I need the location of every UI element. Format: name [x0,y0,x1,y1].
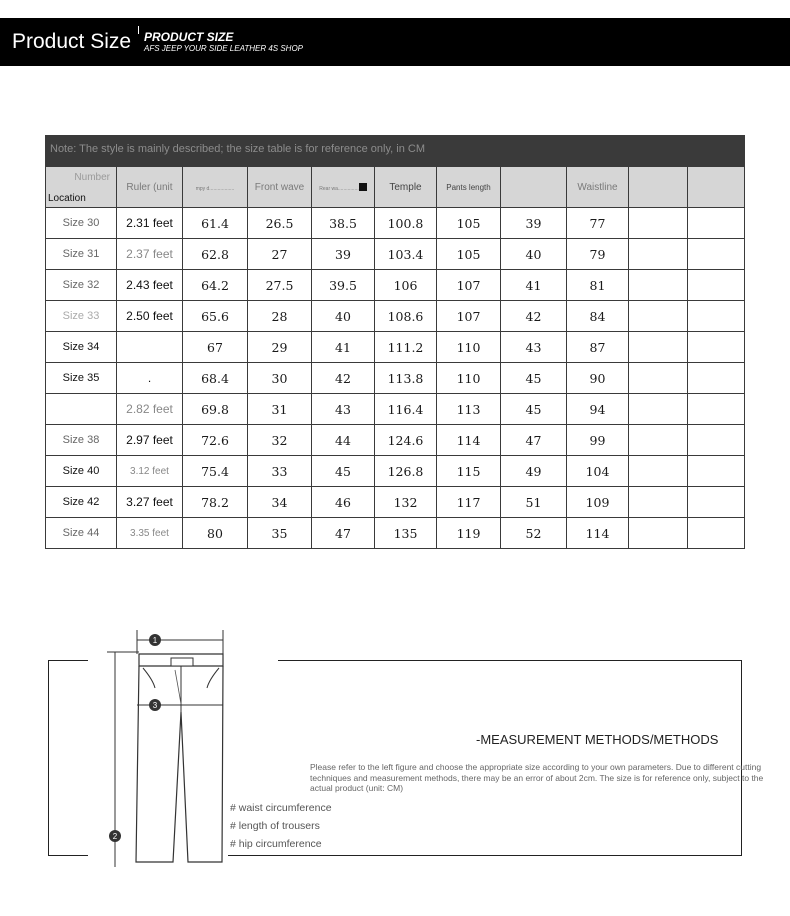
size-label-cell: Size 33 [46,301,117,332]
measure-cell: 26.5 [248,208,312,239]
measure-cell: 105 [437,239,501,270]
ruler-cell: 2.43 feet [117,270,183,301]
empty-cell [629,208,688,239]
measure-cell: 90 [567,363,629,394]
measure-cell: 110 [437,363,501,394]
measure-cell: 30 [248,363,312,394]
ink-smudge [359,183,367,191]
measure-cell: 78.2 [183,487,248,518]
measure-cell: 49 [501,456,567,487]
measure-cell: 42 [312,363,375,394]
empty-cell [629,518,688,549]
measure-cell: 65.6 [183,301,248,332]
measure-cell: 113 [437,394,501,425]
ruler-cell: 2.50 feet [117,301,183,332]
marker-1 [149,634,161,646]
measure-cell: 46 [312,487,375,518]
svg-text:1: 1 [152,636,158,645]
empty-cell [688,456,745,487]
measure-cell: 62.8 [183,239,248,270]
empty-cell [688,518,745,549]
title-divider [138,26,139,34]
svg-text:3: 3 [152,701,158,710]
header-number-location [46,167,117,208]
measure-cell: 45 [312,456,375,487]
measure-cell: 47 [501,425,567,456]
measure-cell: 69.8 [183,394,248,425]
empty-cell [629,487,688,518]
buckle [171,658,193,666]
measure-cell: 41 [501,270,567,301]
measure-cell: 81 [567,270,629,301]
measure-cell: 87 [567,332,629,363]
measure-cell: 100.8 [375,208,437,239]
ruler-cell: 2.82 feet [117,394,183,425]
measure-cell: 35 [248,518,312,549]
measure-cell: 94 [567,394,629,425]
empty-cell [688,208,745,239]
legend-hip: # hip circumference [230,838,322,850]
measure-cell: 84 [567,301,629,332]
size-label-cell: Size 34 [46,332,117,363]
size-table [45,166,745,549]
measure-cell: 45 [501,394,567,425]
measure-cell: 43 [501,332,567,363]
table-row [46,456,745,487]
measure-cell: 27 [248,239,312,270]
measure-cell: 114 [567,518,629,549]
ruler-cell: . [117,363,183,394]
header-col3: mpy d.................. [183,167,248,208]
table-row [46,208,745,239]
pants-diagram [95,622,235,872]
measure-cell: 104 [567,456,629,487]
measure-cell: 34 [248,487,312,518]
legend-waist: # waist circumference [230,802,332,814]
measure-cell: 33 [248,456,312,487]
header-col5: Rear wa............... [312,167,375,208]
header-banner [0,18,790,66]
measure-cell: 107 [437,270,501,301]
measure-cell: 44 [312,425,375,456]
page-title: Product Size [12,30,132,53]
header-ruler: Ruler (unit [117,167,183,208]
empty-cell [688,394,745,425]
table-row [46,363,745,394]
measure-cell: 109 [567,487,629,518]
measure-cell: 106 [375,270,437,301]
size-label-cell: Size 30 [46,208,117,239]
measure-cell: 75.4 [183,456,248,487]
table-row [46,518,745,549]
measure-cell: 68.4 [183,363,248,394]
empty-cell [629,270,688,301]
ruler-cell: 3.35 feet [117,518,183,549]
header-front-wave: Front wave [248,167,312,208]
measure-cell: 39 [312,239,375,270]
ruler-cell: 2.97 feet [117,425,183,456]
measure-cell: 38.5 [312,208,375,239]
header-temple: Temple [375,167,437,208]
measure-cell: 99 [567,425,629,456]
header-number: Number [74,172,110,183]
size-label-cell: Size 42 [46,487,117,518]
measure-cell: 45 [501,363,567,394]
empty-cell [629,332,688,363]
measure-cell: 132 [375,487,437,518]
empty-cell [688,270,745,301]
empty-cell [688,487,745,518]
measurement-description: Please refer to the left figure and choose the appropriate size according to your own parameters. Due to different cutting techniques and measurement methods, there may be an error of about 2cm. The size is for reference only, subject to the actual product (unit: CM) [310,762,764,793]
shop-tagline: AFS JEEP YOUR SIDE LEATHER 4S SHOP [144,44,304,53]
table-row [46,425,745,456]
ruler-cell [117,332,183,363]
measure-cell: 40 [312,301,375,332]
measure-cell: 126.8 [375,456,437,487]
measure-cell: 41 [312,332,375,363]
measure-cell: 114 [437,425,501,456]
size-label-cell: Size 44 [46,518,117,549]
measure-cell: 115 [437,456,501,487]
size-label-cell: Size 32 [46,270,117,301]
measure-cell: 116.4 [375,394,437,425]
ruler-cell: 2.31 feet [117,208,183,239]
ruler-cell: 3.12 feet [117,456,183,487]
measure-cell: 110 [437,332,501,363]
empty-cell [629,363,688,394]
header-location: Location [48,193,86,204]
measure-cell: 105 [437,208,501,239]
marker-2 [109,830,121,842]
size-label-cell: Size 40 [46,456,117,487]
header-pants-length: Pants length [437,167,501,208]
measure-cell: 135 [375,518,437,549]
table-row [46,270,745,301]
marker-3 [149,699,161,711]
measure-cell: 40 [501,239,567,270]
measure-cell: 42 [501,301,567,332]
ruler-cell: 3.27 feet [117,487,183,518]
table-header-row [46,167,745,208]
measure-cell: 113.8 [375,363,437,394]
measure-cell: 108.6 [375,301,437,332]
measure-cell: 77 [567,208,629,239]
measure-cell: 103.4 [375,239,437,270]
measure-cell: 119 [437,518,501,549]
empty-cell [688,239,745,270]
size-label-cell: Size 31 [46,239,117,270]
measure-cell: 29 [248,332,312,363]
measure-cell: 47 [312,518,375,549]
empty-cell [629,425,688,456]
empty-cell [688,332,745,363]
empty-cell [688,425,745,456]
measure-cell: 31 [248,394,312,425]
legend-length: # length of trousers [230,820,320,832]
size-label-cell: Size 38 [46,425,117,456]
empty-cell [629,456,688,487]
measurement-methods-title: -MEASUREMENT METHODS/METHODS [476,732,719,747]
measure-cell: 67 [183,332,248,363]
header-col10 [629,167,688,208]
measure-cell: 52 [501,518,567,549]
measure-cell: 64.2 [183,270,248,301]
measure-cell: 117 [437,487,501,518]
measure-cell: 39.5 [312,270,375,301]
measure-cell: 79 [567,239,629,270]
measure-cell: 27.5 [248,270,312,301]
measure-cell: 72.6 [183,425,248,456]
measure-cell: 28 [248,301,312,332]
measure-cell: 51 [501,487,567,518]
measure-cell: 111.2 [375,332,437,363]
table-row [46,301,745,332]
table-row [46,394,745,425]
size-table-note: Note: The style is mainly described; the size table is for reference only, in CM [45,135,745,166]
empty-cell [629,239,688,270]
measure-cell: 124.6 [375,425,437,456]
measure-cell: 43 [312,394,375,425]
table-row [46,239,745,270]
measure-cell: 80 [183,518,248,549]
header-col8 [501,167,567,208]
empty-cell [629,394,688,425]
empty-cell [688,363,745,394]
measure-cell: 32 [248,425,312,456]
size-table-body [46,208,745,549]
measure-cell: 107 [437,301,501,332]
svg-text:2: 2 [112,832,118,841]
size-label-cell [46,394,117,425]
size-label-cell: Size 35 [46,363,117,394]
table-row [46,332,745,363]
empty-cell [629,301,688,332]
page-subtitle: PRODUCT SIZE [144,30,234,44]
header-col11 [688,167,745,208]
header-waistline: Waistline [567,167,629,208]
measure-cell: 39 [501,208,567,239]
measure-cell: 61.4 [183,208,248,239]
table-row [46,487,745,518]
empty-cell [688,301,745,332]
ruler-cell: 2.37 feet [117,239,183,270]
